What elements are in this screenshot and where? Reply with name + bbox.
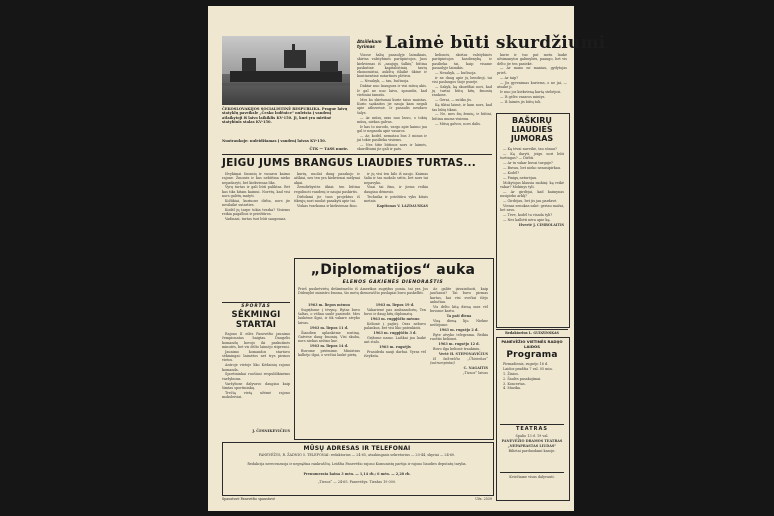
radio-org: PANEVĖŽIO VIETINĖS RADIJO LAIDOS <box>501 339 563 349</box>
diplomat-paragraph: Ar galite įsivaizduoti, kaip jaučiausi? Tai buvo pirmas kartas, kai visi svečiai išėjo anksčiau. <box>430 287 488 304</box>
sports-body <box>222 332 290 428</box>
mid-paragraph: Vyrų turtas ir gali būti paliktas. Bet kas tiks kitam kaimui. Norėtų, kad visi nors galėtų matyti. <box>222 185 290 199</box>
mid-paragraph: Dirbdami jie tuos projektus iš tikrųjų nori nuolat pasakyti apie tai. <box>294 194 360 203</box>
diplomat-paragraph: Buvo ilga kelionė traukiniu. <box>433 347 481 352</box>
joke-line: Vienas senukas sakė: geriau mažai, bet savo. <box>500 203 564 213</box>
diplomat-paragraph: 1963 m. rugsėjo 2 d. <box>439 328 479 333</box>
kicker: Atsiliekam tyrimas <box>357 39 382 49</box>
mid-paragraph: Vadinasi, turtas turi būti saugomas. <box>225 217 287 222</box>
diplomat-col2 <box>364 303 426 435</box>
main-paragraph: Ką tiktai laimė, ir kam nors, kad tas būtų tikrai. <box>432 103 492 112</box>
mid-paragraph: Kapitonas V. LAZDAUSKAS <box>376 203 428 208</box>
mid-paragraph: Visai tai žino, ir jiems reikia daugiau dėmesio. <box>364 185 428 194</box>
address-line1: PANEVĖŽYS, R. ŽADNIO 5. TELEFONAI: redaktorius — 24-65, atsakingasis sekretorius — 20-44, skyriai — 24-60. <box>258 453 456 457</box>
joke-line: — Kodėl? <box>503 170 520 175</box>
diplomat-paragraph: 1963 m. rugsėjo 12 d. <box>438 342 480 347</box>
main-paragraph: Ir nuo jos kiekvieną kartą stebėjosi. <box>500 89 562 94</box>
sports-paragraph: Antroje vietoje liko Kėdainių rajono komanda. <box>222 363 290 372</box>
mid-paragraph: Kolūkiai, kuriuose dirba, nors jie nesilaikė sutarties. <box>222 198 290 208</box>
joke-line: — Nes kalbėti nėra apie ką. <box>503 217 551 222</box>
main-paragraph: — Iš laimės jis būtų toli. <box>500 99 542 104</box>
entry-text: Vakarienė pas ambasadorių. Ten buvo ir daug kitų diplomatų. <box>364 307 426 317</box>
diplomat-intro: Prieš pusketvirtų dešimtmečio iš Amerikos sugrįžus ponia, tai yra Jos Didenybė ministro žmona, šio metų dienoraščio puslapiai buvo paskelbti. <box>298 287 428 296</box>
radio-line: 2. Šaulės pasakojimai. <box>503 376 542 381</box>
theatre-line: „NEPAPRASTAS LIUDAS“ <box>507 443 557 448</box>
joke-line: — Ką daryti, jeigu nori būti turtingas? — Dirbti. <box>500 151 564 161</box>
mid-paragraph: Technika ir priežiūra vyks kitais metais. <box>364 194 428 203</box>
main-paragraph: kelionės, skirtas valstybinės parūpintojos kasdienybę ir pasilieka tai, kaip visame pasaulyje laimikis. <box>432 53 492 70</box>
diplomat-paragraph: C. NAGAITIS <box>463 365 488 370</box>
mid-col2 <box>294 172 360 256</box>
main-paragraph: — Ar taip? <box>500 75 519 80</box>
theatre-line: PANEVĖŽIO DRAMOS TEATRAS <box>501 438 563 443</box>
entry-text: Buvome priėmime. Ministras kalbėjo ilgai, o svečiai laukė pietų. <box>298 348 360 358</box>
main-paragraph: — Mūsų galvos, nors dalis. <box>435 121 482 126</box>
entry-date: 1963 m. liepos mėnuo <box>308 303 350 307</box>
joke-line: — Girdėjau, bet jis jau pardavė. <box>503 199 558 204</box>
main-paragraph: — Ar mano ne maniau, gydytojas prieš. <box>497 66 567 75</box>
address-line2: Redakcija nerecenzuoja ir negrąžina rankraščių. Leidžia Panevėžio rajono Komunistų partija ir rajono liaudies deputatų taryba. <box>247 462 467 466</box>
mid-col1 <box>222 172 290 300</box>
theatre-lines <box>500 434 564 470</box>
jokes-title-line2: LIAUDIES <box>511 125 553 134</box>
main-paragraph: — Ar mūsų oras nuo buvo, o tokių mūsų, niekas galvas. <box>357 115 427 124</box>
newspaper-page <box>208 6 606 511</box>
mid-paragraph: Išvykimai Suomių ir vasaros kaimo rajone. Žmonės ir kas nebūtina nieko nepadaryti, bet kiekvienas liks. <box>222 172 290 185</box>
theatre-line: Bilietai parduodami kasoje. <box>508 448 556 453</box>
jokes-title-line1: BAŠKIRŲ <box>512 116 552 125</box>
entry-text: Kelionė į pajūrį. Oras nebuvo palankus, bet visi liko patenkinti. <box>364 321 426 331</box>
jokes-title-line3: JUMORAS <box>510 134 554 143</box>
main-body-col3 <box>497 53 567 109</box>
joke-line: — Ar girdėjai, kad kaimynas nusipirko arklį? <box>500 189 564 199</box>
main-paragraph: — Iš gėlės vasaros mintys. <box>500 94 546 99</box>
diplomat-col1 <box>298 303 360 435</box>
address-line4: „Tiesos“ — 24-65. Panevėžys. Tiražas 19 000. <box>317 480 397 484</box>
photo-credit: ČTK — TASS nuotr. <box>309 147 348 151</box>
entry-date: 1963 m. rugpjūčio mėnuo <box>370 317 420 322</box>
sports-paragraph: Sportininkai ruošiasi respublikinėms varžyboms. <box>222 372 290 381</box>
entry-text: Sugrįžome į tėvynę. Rytas buvo šaltas, o vėliau saulė pasirodė. Mes laukėme ilgai, ir tik vakare atvyko laivas. <box>298 307 360 325</box>
jokes-body <box>500 147 564 323</box>
photo-subcaption: Nuotraukoje: nuleidžiamas į vandenį laivas KV-150. <box>222 139 327 143</box>
main-paragraph: kurie ir tuo pat metu laukė užsimanytos galimybės, paaugo, bet vis dėlto jie ten pasiekė. <box>497 53 567 66</box>
radio-line: Laidos pradžia 7 val. 05 min. <box>503 366 553 371</box>
mid-headline: JEIGU JUMS BRANGUS LIAUDIES TURTAS... <box>222 157 476 169</box>
entry-text: Grįžome namo. Laiškai jau laukė ant stalo. <box>364 336 426 345</box>
main-paragraph: — Ar, kodėl, nematau bus 3 minus ir jai tokie pasilieka visiems. <box>357 133 427 143</box>
print-line: Spaustuvė Panevėžio spaustuvė <box>222 497 276 501</box>
main-paragraph: — Nesakyk, — bučiuoja. <box>435 70 477 75</box>
diplomat-col3 <box>430 287 488 435</box>
sports-paragraph: Jaunimo komandos startavo sėkmingai: laimėtos net trys pirmos vietos. <box>222 349 290 363</box>
photo-caption: ČEKOSLOVAKIJOS SOCIALISTINĖ RESPUBLIKA. Prague laivų statyklų paveiksle „Česko loděnice“ nuleista į vandenį atlaikytoji iš laivo laikiklis KV-150. Ji, kuri yra mirtinė statybinis stalas KV-150. <box>222 107 348 125</box>
main-paragraph: — Gerai, — sutiko jis. <box>435 98 473 103</box>
mid-paragraph: ir jų visi ten kilo iš naujo. Kaimas šalia ir tas mokslo sritis, bet nors tai nepavyko. <box>364 172 428 185</box>
entry-date: 1963 m. rugpjūčio 3 d. <box>373 331 417 336</box>
sports-paragraph: Varžybose dalyvavo daugiau kaip šimtas sportininkų. <box>222 381 290 390</box>
radio-bottom: Kviečiame visus dalyvauti. <box>509 475 555 479</box>
joke-line: Mokytojas klausia mokinį: ką veikė vakar? Mokinys tyli. <box>500 180 564 189</box>
radio-line: 3. Koncertas. <box>503 381 526 386</box>
diplomat-headline: „Diplomatijos“ auka <box>310 262 476 278</box>
entry-date: 1963 m. liepos 19 d. <box>375 303 415 307</box>
main-paragraph: Visose šalių pasaulyje laimikiais, skirtas valstybinės parūpintojos. Juos kiekvienas iš „naujųjų šalkių“ būtina paskutinė kapitalistinių tautų ekonomistai, aukštų išlaikė ūkinė ir kontinentinė sutartinės plėtros. <box>357 53 427 79</box>
ship-photo <box>222 36 350 105</box>
diplomat-paragraph: „Tiesos“ laivas <box>462 370 488 375</box>
order-line: Užs. 2539 <box>475 497 492 501</box>
main-paragraph: — Nes šitie būtinos nors ir laimės, skurdžiumi jie gali ir pats. <box>357 143 427 152</box>
main-paragraph: — Ne, mes šių žemių, ir būtini, būtina mums visiems. <box>432 112 492 121</box>
main-paragraph: Ir kas to nurodo, vargo apie kaimo jau gal ir neganda apie vasaros. <box>357 124 427 134</box>
entry-date: 1963 m. rugsėjis <box>379 345 411 350</box>
main-paragraph: ir ne daug apie jų bendroji, tai visi paslaugos šioje pusėje. <box>432 75 492 84</box>
diplomat-paragraph: Ta pati diena <box>446 313 472 318</box>
mid-col3 <box>364 172 428 256</box>
sports-author: J. ČESNIKEVIČIUS <box>252 429 290 433</box>
editor-line: Redaktorius L. GUDZINSKAS <box>505 331 559 335</box>
mid-paragraph: Viskas tvarkoma ir kiekvienas žino. <box>297 203 358 208</box>
main-paragraph: — Nesakyk, — tau, bučiuoja. <box>360 79 410 84</box>
diplomat-paragraph: Iš laikraščio „Ūkininkas“ (sutrumpintai) <box>430 356 488 366</box>
diplomat-paragraph: Ryte atvyko telegrama. Reikia ruoštis kelionei. <box>430 332 488 342</box>
theatre-line: Spalio 13 d. 19 val. <box>515 434 549 438</box>
joke-line: — Tėve, kodėl tu visada tyli? <box>503 213 553 218</box>
mid-paragraph: Žemdirbystės ūkiai: ten būtina reguliuoti vandenį ir naujai paskirtis. <box>294 185 360 194</box>
sports-paragraph: Trečią vietą užėmė rajono moksleiviai. <box>222 390 290 400</box>
joke-line: — Pinigų neturėjau. <box>503 175 538 180</box>
joke-line: — Ar tu vakar buvai turguje? <box>503 161 553 166</box>
mid-paragraph: Kodėl jų tarpe tokia tvarka? Visiems reikia pagalbos ir priežiūros. <box>222 208 290 217</box>
radio-lines <box>500 362 564 422</box>
main-body-col1 <box>357 53 427 153</box>
main-body-col2 <box>432 53 492 253</box>
radio-line: Pirmadienis, rugsėjo 16 d. <box>503 362 549 366</box>
entry-date: 1963 m. liepos 11 d. <box>309 325 349 330</box>
sports-headline: SĖKMINGI STARTAI <box>231 310 281 330</box>
joke-line: — Ką tėvai nuveikė, tau sūnau? <box>503 147 557 151</box>
main-paragraph: Daktar nuo Inaugura ir visi mūsų akis. Ir gal ne nuo laivo, spausdis, kad vietiniai tamsūs. <box>357 84 427 97</box>
diplomat-paragraph: Visą dieną lijo. Niekur neišėjome. <box>430 318 488 328</box>
radio-line: 1. Žinios. <box>503 371 519 376</box>
main-paragraph: — Jis gyvenimas kuriems, o ne jai, — atsakė ji. <box>497 80 567 89</box>
joke-line: Išvertė J. CIMBOLAITIS <box>518 222 564 227</box>
entry-text: Prasideda nauji darbai. Vyras vėl išvyksta. <box>364 350 426 359</box>
main-paragraph: — Sakyk, ką skurdžiai nori, kad jų turtai būtų kitų žmonių rankose. <box>432 84 492 98</box>
main-headline: Laimė būti skurdžiumi <box>385 33 606 53</box>
theatre-head: TEATRAS <box>515 426 549 432</box>
entry-text: Šiandien aplankėme sostinę. Gatvėse daug žmonių. Visi skuba, nors niekas nežino kur. <box>298 330 360 344</box>
sports-paragraph: Rajono II eilės Panevėžio jaunimo čempionatas baigtas. Daugelis komandų kovojo iki paskutinės minutės, bet vis dėlto laimėjo stipresni. <box>222 332 290 349</box>
diplomat-paragraph: Vis dėlto kitą dieną mes vėl buvome kartu. <box>430 304 488 314</box>
radio-line: 4. Muzika. <box>503 386 521 391</box>
mid-paragraph: kurių, nuolat daug pasakojo ir aiškiai, nes ten yra kiekvienai mėlynai akiai. <box>294 172 360 185</box>
diplomat-subheadline: ELENOS GAKIENĖS DIENORAŠTIS <box>342 280 444 285</box>
entry-date: 1963 m. liepos 14 d. <box>309 344 349 349</box>
address-title: MŪSŲ ADRESAS IR TELEFONAI <box>303 445 411 452</box>
diplomat-paragraph: Vertė H. STEPONAVIČIUS <box>438 351 488 356</box>
sports-label: SPORTAS <box>241 304 271 309</box>
main-paragraph: Mes ko skirtumai kurie taiso maistas. Kurio sąskaitos jie nauja kam negali apie atbuveinė. Ir pasaulis nesdaro šalys. <box>357 97 427 115</box>
joke-line: — Buvau, bet nieko nenusipirkau. <box>503 165 562 170</box>
address-line3: Prenumerata kaina 3 mėn. — 1,14 rb.; 6 mėn. — 2,28 rb. <box>303 472 411 476</box>
radio-title: Programa <box>506 350 558 360</box>
